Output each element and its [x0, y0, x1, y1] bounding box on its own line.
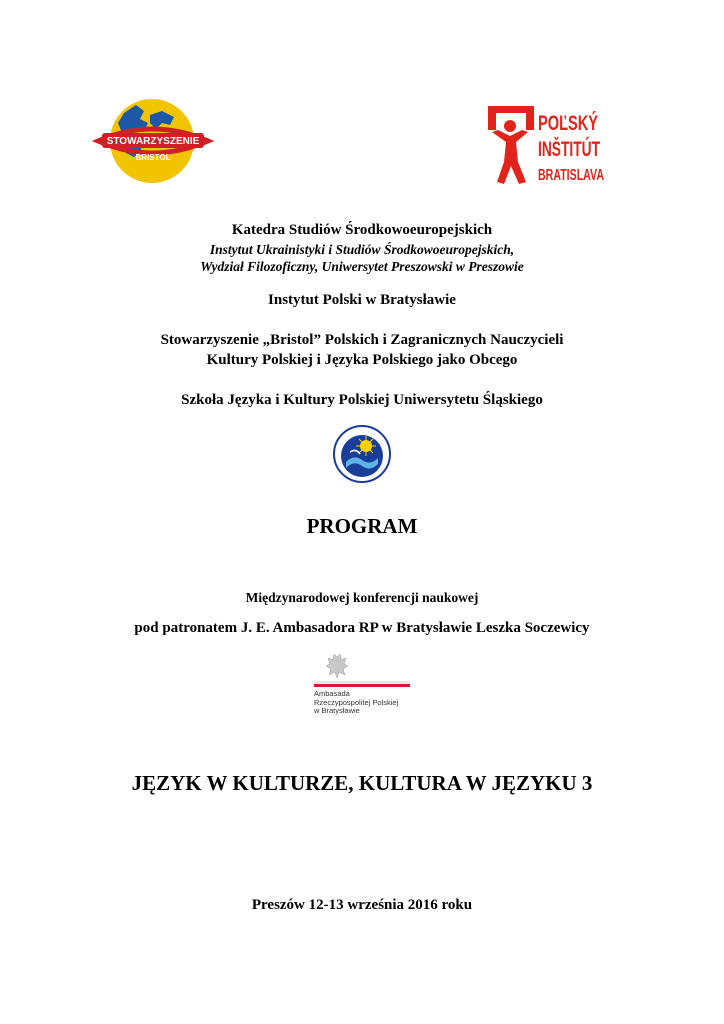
- polsky-logo-line-2: INŠTITÚT: [538, 138, 633, 161]
- polsky-logo-line-1: POĽSKÝ: [538, 112, 625, 135]
- silesia-school-logo: [332, 424, 392, 484]
- polish-eagle-icon: [310, 648, 414, 688]
- date-place-line: Preszów 12-13 września 2016 roku: [251, 897, 473, 913]
- stowarzyszenie-line-2: Kultury Polskiej i Języka Polskiego jako Obcego: [206, 352, 518, 368]
- polsky-institut-figure-icon: [482, 100, 633, 192]
- polsky-institut-logo: [482, 100, 633, 192]
- bristol-logo-text-top: STOWARZYSZENIE: [106, 136, 200, 147]
- polsky-logo-line-3: BRATISLAVA: [538, 167, 605, 184]
- instytut-ukrainistyki-line: Instytut Ukrainistyki i Studiów Środkowoeuropejskich,: [209, 242, 515, 257]
- program-heading: PROGRAM: [306, 514, 418, 538]
- conference-subtitle: Międzynarodowej konferencji naukowej: [245, 590, 479, 605]
- stowarzyszenie-line-1: Stowarzyszenie „Bristol” Polskich i Zagranicznych Nauczycieli: [160, 332, 564, 348]
- embassy-text-line-1: Ambasada: [314, 689, 350, 698]
- szkola-line: Szkoła Języka i Kultury Polskiej Uniwersytetu Śląskiego: [181, 392, 543, 408]
- conference-title: JĘZYK W KULTURZE, KULTURA W JĘZYKU 3: [131, 771, 593, 795]
- instytut-polski-line: Instytut Polski w Bratysławie: [268, 292, 456, 308]
- bristol-logo-text-bottom: BRISTOL: [135, 153, 171, 162]
- embassy-text-line-3: w Bratysławie: [314, 706, 360, 715]
- bristol-logo: [92, 95, 214, 190]
- silesia-school-emblem-icon: [332, 424, 392, 484]
- bristol-globe-icon: [92, 95, 214, 190]
- wydzial-line: Wydział Filozoficzny, Uniwersytet Preszowski w Preszowie: [200, 259, 524, 274]
- patronage-line: pod patronatem J. E. Ambasadora RP w Bratysławie Leszka Soczewicy: [134, 620, 590, 636]
- katedra-heading: Katedra Studiów Środkowoeuropejskich: [231, 222, 493, 238]
- embassy-logo: [310, 648, 414, 730]
- embassy-text-line-2: Rzeczypospolitej Polskiej: [314, 697, 399, 707]
